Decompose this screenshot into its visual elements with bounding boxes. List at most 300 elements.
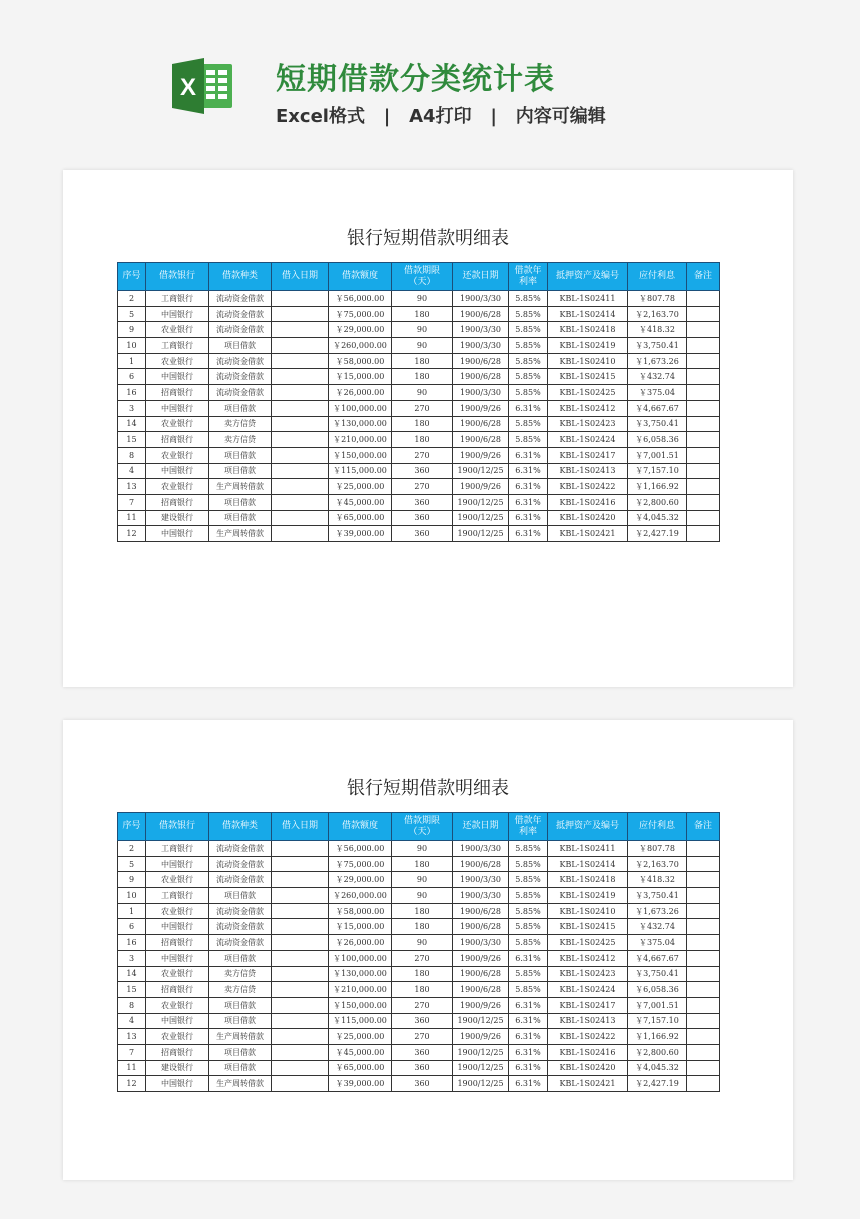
table-row <box>118 888 720 904</box>
table-cell <box>687 1044 720 1060</box>
table-cell: ￥26,000.00 <box>329 935 392 951</box>
table-cell: 180 <box>392 416 453 432</box>
table-row <box>118 919 720 935</box>
table-cell: 1900/9/26 <box>453 1029 509 1045</box>
table-cell: ￥1,673.26 <box>628 903 687 919</box>
table-cell: 流动资金借款 <box>209 322 272 338</box>
table-cell: 农业银行 <box>146 903 209 919</box>
table-cell: 360 <box>392 510 453 526</box>
table-cell: 农业银行 <box>146 872 209 888</box>
column-header: 借入日期 <box>272 813 329 841</box>
table-cell: 流动资金借款 <box>209 935 272 951</box>
column-header: 借款种类 <box>209 263 272 291</box>
table-cell: 中国银行 <box>146 950 209 966</box>
table-cell: 6 <box>118 369 146 385</box>
table-cell: KBL-1S02415 <box>548 369 628 385</box>
table-cell: 5.85% <box>509 338 548 354</box>
table-cell: KBL-1S02412 <box>548 400 628 416</box>
table-cell <box>687 291 720 307</box>
table-cell: 360 <box>392 1076 453 1092</box>
table-cell: KBL-1S02410 <box>548 903 628 919</box>
table-cell: 工商银行 <box>146 338 209 354</box>
table-cell: ￥2,163.70 <box>628 856 687 872</box>
table-row <box>118 1029 720 1045</box>
table-cell: ￥807.78 <box>628 841 687 857</box>
table-cell: KBL-1S02416 <box>548 494 628 510</box>
table-cell: ￥75,000.00 <box>329 306 392 322</box>
table-cell: 9 <box>118 322 146 338</box>
table-cell <box>272 416 329 432</box>
table-cell <box>272 432 329 448</box>
table-cell: ￥25,000.00 <box>329 479 392 495</box>
table-cell <box>687 888 720 904</box>
table-cell <box>687 903 720 919</box>
table-cell: KBL-1S02416 <box>548 1044 628 1060</box>
table-cell: 5.85% <box>509 306 548 322</box>
table-cell: 项目借款 <box>209 1044 272 1060</box>
table-cell: 中国银行 <box>146 919 209 935</box>
table-row <box>118 291 720 307</box>
table-row <box>118 526 720 542</box>
table-cell: ￥26,000.00 <box>329 385 392 401</box>
column-header: 借款期限（天） <box>392 263 453 291</box>
table-cell: ￥58,000.00 <box>329 353 392 369</box>
table-cell: ￥418.32 <box>628 322 687 338</box>
table-cell: 招商银行 <box>146 494 209 510</box>
table-cell: ￥1,166.92 <box>628 1029 687 1045</box>
table-cell: 中国银行 <box>146 369 209 385</box>
table-cell: 生产周转借款 <box>209 1029 272 1045</box>
table-cell: 16 <box>118 385 146 401</box>
table-cell: ￥3,750.41 <box>628 888 687 904</box>
table-cell: KBL-1S02412 <box>548 950 628 966</box>
table-cell: ￥100,000.00 <box>329 400 392 416</box>
table-cell: 5.85% <box>509 982 548 998</box>
table-cell: ￥150,000.00 <box>329 997 392 1013</box>
table-cell: 1900/3/30 <box>453 385 509 401</box>
table-cell: 1900/6/28 <box>453 856 509 872</box>
table-cell: ￥1,166.92 <box>628 479 687 495</box>
table-cell: ￥4,045.32 <box>628 1060 687 1076</box>
table-cell: 工商银行 <box>146 841 209 857</box>
table-cell: 1900/9/26 <box>453 400 509 416</box>
table-cell: 1900/12/25 <box>453 510 509 526</box>
table-row <box>118 338 720 354</box>
table-cell: 9 <box>118 872 146 888</box>
table-cell: ￥432.74 <box>628 919 687 935</box>
table-cell: 1900/12/25 <box>453 526 509 542</box>
table-cell: 12 <box>118 1076 146 1092</box>
table-cell <box>272 935 329 951</box>
table-cell: 7 <box>118 1044 146 1060</box>
table-cell: 360 <box>392 494 453 510</box>
table-cell: 1900/6/28 <box>453 416 509 432</box>
table-cell: 270 <box>392 1029 453 1045</box>
table-cell: ￥56,000.00 <box>329 841 392 857</box>
table-cell: KBL-1S02419 <box>548 338 628 354</box>
table-cell: 13 <box>118 479 146 495</box>
table-cell <box>687 1013 720 1029</box>
table-cell: 11 <box>118 1060 146 1076</box>
table-cell: ￥7,001.51 <box>628 997 687 1013</box>
table-cell: 中国银行 <box>146 526 209 542</box>
table-row <box>118 369 720 385</box>
table-cell: KBL-1S02423 <box>548 966 628 982</box>
table-cell <box>687 479 720 495</box>
table-cell: ￥3,750.41 <box>628 338 687 354</box>
table-cell: ￥39,000.00 <box>329 1076 392 1092</box>
table-cell: ￥7,157.10 <box>628 1013 687 1029</box>
table-row <box>118 856 720 872</box>
table-row <box>118 494 720 510</box>
table-cell <box>272 494 329 510</box>
table-cell: ￥39,000.00 <box>329 526 392 542</box>
sheet-preview-2 <box>63 720 793 1180</box>
excel-logo-icon <box>170 56 234 116</box>
table-cell: 8 <box>118 447 146 463</box>
table-cell <box>272 966 329 982</box>
table-cell <box>272 919 329 935</box>
table-cell: KBL-1S02410 <box>548 353 628 369</box>
table-cell <box>272 950 329 966</box>
table-row <box>118 1076 720 1092</box>
column-header: 备注 <box>687 813 720 841</box>
table-cell: 项目借款 <box>209 950 272 966</box>
table-cell: 农业银行 <box>146 966 209 982</box>
table-cell: ￥1,673.26 <box>628 353 687 369</box>
table-cell: 11 <box>118 510 146 526</box>
table-cell: 10 <box>118 338 146 354</box>
table-cell <box>272 982 329 998</box>
table-cell: 1 <box>118 353 146 369</box>
table-row <box>118 510 720 526</box>
table-cell: ￥150,000.00 <box>329 447 392 463</box>
table-row <box>118 1060 720 1076</box>
table-cell: ￥100,000.00 <box>329 950 392 966</box>
table-cell <box>272 526 329 542</box>
table-cell: 工商银行 <box>146 888 209 904</box>
table-cell: ￥4,667.67 <box>628 950 687 966</box>
table-cell: KBL-1S02424 <box>548 982 628 998</box>
table-cell: 5.85% <box>509 919 548 935</box>
table-cell <box>687 919 720 935</box>
table-cell: ￥15,000.00 <box>329 919 392 935</box>
sheet-preview-1 <box>63 170 793 687</box>
table-cell: 农业银行 <box>146 997 209 1013</box>
table-row <box>118 306 720 322</box>
table-cell: ￥130,000.00 <box>329 966 392 982</box>
table-cell: ￥260,000.00 <box>329 338 392 354</box>
column-header: 借款期限（天） <box>392 813 453 841</box>
table-cell: ￥115,000.00 <box>329 463 392 479</box>
column-header: 借款年利率 <box>509 813 548 841</box>
table-cell: ￥25,000.00 <box>329 1029 392 1045</box>
table-cell: 1900/6/28 <box>453 982 509 998</box>
table-cell <box>687 353 720 369</box>
table-cell <box>272 1044 329 1060</box>
table-cell: 农业银行 <box>146 416 209 432</box>
table-cell: 90 <box>392 888 453 904</box>
table-cell: 5.85% <box>509 291 548 307</box>
table-cell: KBL-1S02422 <box>548 479 628 495</box>
table-row <box>118 416 720 432</box>
table-cell: 1900/6/28 <box>453 306 509 322</box>
table-cell: 1900/6/28 <box>453 353 509 369</box>
table-cell: KBL-1S02411 <box>548 291 628 307</box>
table-cell: 180 <box>392 306 453 322</box>
column-header: 借入日期 <box>272 263 329 291</box>
table-cell: 流动资金借款 <box>209 291 272 307</box>
table-cell: 270 <box>392 400 453 416</box>
table-cell: 360 <box>392 463 453 479</box>
table-cell: ￥29,000.00 <box>329 872 392 888</box>
column-header: 序号 <box>118 263 146 291</box>
table-cell: ￥4,667.67 <box>628 400 687 416</box>
table-cell <box>272 353 329 369</box>
table-cell: 1900/12/25 <box>453 494 509 510</box>
table-cell <box>687 306 720 322</box>
table-cell <box>272 400 329 416</box>
table-cell: 5.85% <box>509 841 548 857</box>
table-cell <box>272 322 329 338</box>
table-cell: 1900/6/28 <box>453 966 509 982</box>
table-cell: 农业银行 <box>146 447 209 463</box>
table-cell: ￥432.74 <box>628 369 687 385</box>
table-cell: 1900/12/25 <box>453 1044 509 1060</box>
table-cell: 1900/3/30 <box>453 338 509 354</box>
table-cell: ￥2,427.19 <box>628 526 687 542</box>
table-row <box>118 385 720 401</box>
column-header: 借款额度 <box>329 263 392 291</box>
table-cell <box>272 903 329 919</box>
table-cell: 6 <box>118 919 146 935</box>
table-cell: KBL-1S02411 <box>548 841 628 857</box>
table-cell: 7 <box>118 494 146 510</box>
table-cell: 中国银行 <box>146 400 209 416</box>
sheet-title: 银行短期借款明细表 <box>347 228 509 249</box>
table-cell <box>687 841 720 857</box>
table-cell: 180 <box>392 966 453 982</box>
table-cell <box>272 1013 329 1029</box>
table-cell: ￥45,000.00 <box>329 1044 392 1060</box>
table-cell: ￥115,000.00 <box>329 1013 392 1029</box>
table-cell: 90 <box>392 338 453 354</box>
page-title: 短期借款分类统计表 <box>276 62 555 97</box>
table-cell <box>687 416 720 432</box>
table-cell: KBL-1S02417 <box>548 447 628 463</box>
table-cell: 6.31% <box>509 1013 548 1029</box>
table-cell <box>687 463 720 479</box>
table-cell: 6.31% <box>509 1060 548 1076</box>
table-cell: 6.31% <box>509 1044 548 1060</box>
table-row <box>118 447 720 463</box>
table-cell: ￥2,163.70 <box>628 306 687 322</box>
table-cell: 6.31% <box>509 950 548 966</box>
table-cell <box>272 291 329 307</box>
table-cell: ￥375.04 <box>628 385 687 401</box>
table-cell <box>272 479 329 495</box>
table-cell <box>687 510 720 526</box>
table-cell: 5.85% <box>509 322 548 338</box>
table-cell: 15 <box>118 432 146 448</box>
table-cell: KBL-1S02425 <box>548 385 628 401</box>
table-cell: 90 <box>392 291 453 307</box>
table-cell: 中国银行 <box>146 856 209 872</box>
table-row <box>118 903 720 919</box>
table-row <box>118 322 720 338</box>
table-cell: 中国银行 <box>146 1076 209 1092</box>
table-cell: KBL-1S02418 <box>548 322 628 338</box>
table-cell: 项目借款 <box>209 1060 272 1076</box>
table-cell: 180 <box>392 369 453 385</box>
table-cell: 6.31% <box>509 997 548 1013</box>
table-cell <box>687 966 720 982</box>
table-cell: 1900/3/30 <box>453 291 509 307</box>
table-cell: KBL-1S02420 <box>548 510 628 526</box>
table-cell: 项目借款 <box>209 1013 272 1029</box>
table-cell: 6.31% <box>509 1076 548 1092</box>
table-cell: 项目借款 <box>209 463 272 479</box>
table-cell: ￥15,000.00 <box>329 369 392 385</box>
table-cell: 360 <box>392 1060 453 1076</box>
table-cell <box>687 322 720 338</box>
table-cell: 农业银行 <box>146 322 209 338</box>
table-cell: 12 <box>118 526 146 542</box>
table-cell: 6.31% <box>509 463 548 479</box>
table-cell: ￥56,000.00 <box>329 291 392 307</box>
table-cell: ￥4,045.32 <box>628 510 687 526</box>
table-cell: 生产周转借款 <box>209 479 272 495</box>
table-cell: 卖方信贷 <box>209 966 272 982</box>
column-header: 借款年利率 <box>509 263 548 291</box>
table-cell: ￥210,000.00 <box>329 982 392 998</box>
table-cell: 1900/3/30 <box>453 841 509 857</box>
table-cell: 1900/9/26 <box>453 447 509 463</box>
table-cell <box>272 997 329 1013</box>
table-cell: 1900/9/26 <box>453 479 509 495</box>
table-cell <box>687 447 720 463</box>
table-cell: 1900/6/28 <box>453 919 509 935</box>
table-cell: 5.85% <box>509 888 548 904</box>
table-cell: 1 <box>118 903 146 919</box>
table-cell: 1900/12/25 <box>453 1076 509 1092</box>
table-cell: 流动资金借款 <box>209 841 272 857</box>
table-row <box>118 353 720 369</box>
table-cell: 项目借款 <box>209 997 272 1013</box>
table-row <box>118 982 720 998</box>
table-cell: ￥375.04 <box>628 935 687 951</box>
table-cell: 3 <box>118 400 146 416</box>
table-cell: ￥65,000.00 <box>329 1060 392 1076</box>
table-cell: ￥7,001.51 <box>628 447 687 463</box>
table-cell <box>272 447 329 463</box>
table-cell: 流动资金借款 <box>209 872 272 888</box>
table-cell: 5.85% <box>509 432 548 448</box>
table-cell: KBL-1S02413 <box>548 1013 628 1029</box>
table-cell: 5.85% <box>509 385 548 401</box>
table-cell: 5.85% <box>509 903 548 919</box>
table-cell: 14 <box>118 966 146 982</box>
table-cell: 招商银行 <box>146 935 209 951</box>
table-cell: 180 <box>392 919 453 935</box>
table-cell: 农业银行 <box>146 1029 209 1045</box>
table-cell: 招商银行 <box>146 385 209 401</box>
table-cell: 180 <box>392 903 453 919</box>
table-cell: ￥418.32 <box>628 872 687 888</box>
table-cell: 90 <box>392 935 453 951</box>
table-cell: 1900/9/26 <box>453 997 509 1013</box>
table-cell: 流动资金借款 <box>209 353 272 369</box>
table-cell: ￥3,750.41 <box>628 966 687 982</box>
table-cell: 4 <box>118 1013 146 1029</box>
table-cell <box>687 369 720 385</box>
table-cell: 270 <box>392 447 453 463</box>
table-cell <box>272 1060 329 1076</box>
table-cell: 流动资金借款 <box>209 856 272 872</box>
table-cell: KBL-1S02415 <box>548 919 628 935</box>
table-cell: 5.85% <box>509 369 548 385</box>
column-header: 序号 <box>118 813 146 841</box>
table-cell: 卖方信贷 <box>209 982 272 998</box>
table-cell: 6.31% <box>509 510 548 526</box>
table-row <box>118 935 720 951</box>
table-cell: 流动资金借款 <box>209 919 272 935</box>
table-cell: 5.85% <box>509 935 548 951</box>
table-cell: ￥6,058.36 <box>628 982 687 998</box>
table-cell: 流动资金借款 <box>209 385 272 401</box>
table-cell: 90 <box>392 322 453 338</box>
column-header: 应付利息 <box>628 263 687 291</box>
table-cell: ￥29,000.00 <box>329 322 392 338</box>
table-cell: 6.31% <box>509 1029 548 1045</box>
table-cell: ￥2,427.19 <box>628 1076 687 1092</box>
table-cell <box>687 1076 720 1092</box>
table-cell: 360 <box>392 1044 453 1060</box>
table-row <box>118 1013 720 1029</box>
table-cell: KBL-1S02414 <box>548 856 628 872</box>
table-cell: KBL-1S02413 <box>548 463 628 479</box>
table-cell: 流动资金借款 <box>209 306 272 322</box>
table-cell: 项目借款 <box>209 447 272 463</box>
column-header: 应付利息 <box>628 813 687 841</box>
table-cell: 中国银行 <box>146 463 209 479</box>
table-cell: 5.85% <box>509 872 548 888</box>
table-cell: 6.31% <box>509 494 548 510</box>
table-cell: 中国银行 <box>146 306 209 322</box>
table-cell: 180 <box>392 432 453 448</box>
table-cell: KBL-1S02418 <box>548 872 628 888</box>
table-header-row <box>118 263 720 291</box>
table-cell: ￥807.78 <box>628 291 687 307</box>
table-cell <box>272 1029 329 1045</box>
table-cell <box>272 338 329 354</box>
table-cell: 生产周转借款 <box>209 1076 272 1092</box>
table-cell: 270 <box>392 997 453 1013</box>
table-cell: 流动资金借款 <box>209 369 272 385</box>
table-cell <box>272 463 329 479</box>
table-cell: ￥130,000.00 <box>329 416 392 432</box>
table-cell: 15 <box>118 982 146 998</box>
table-cell: 6.31% <box>509 526 548 542</box>
table-cell: 180 <box>392 353 453 369</box>
column-header: 抵押资产及编号 <box>548 263 628 291</box>
table-cell: KBL-1S02424 <box>548 432 628 448</box>
table-row <box>118 966 720 982</box>
table-cell <box>687 982 720 998</box>
table-header-row <box>118 813 720 841</box>
table-cell: ￥210,000.00 <box>329 432 392 448</box>
table-cell: 项目借款 <box>209 494 272 510</box>
